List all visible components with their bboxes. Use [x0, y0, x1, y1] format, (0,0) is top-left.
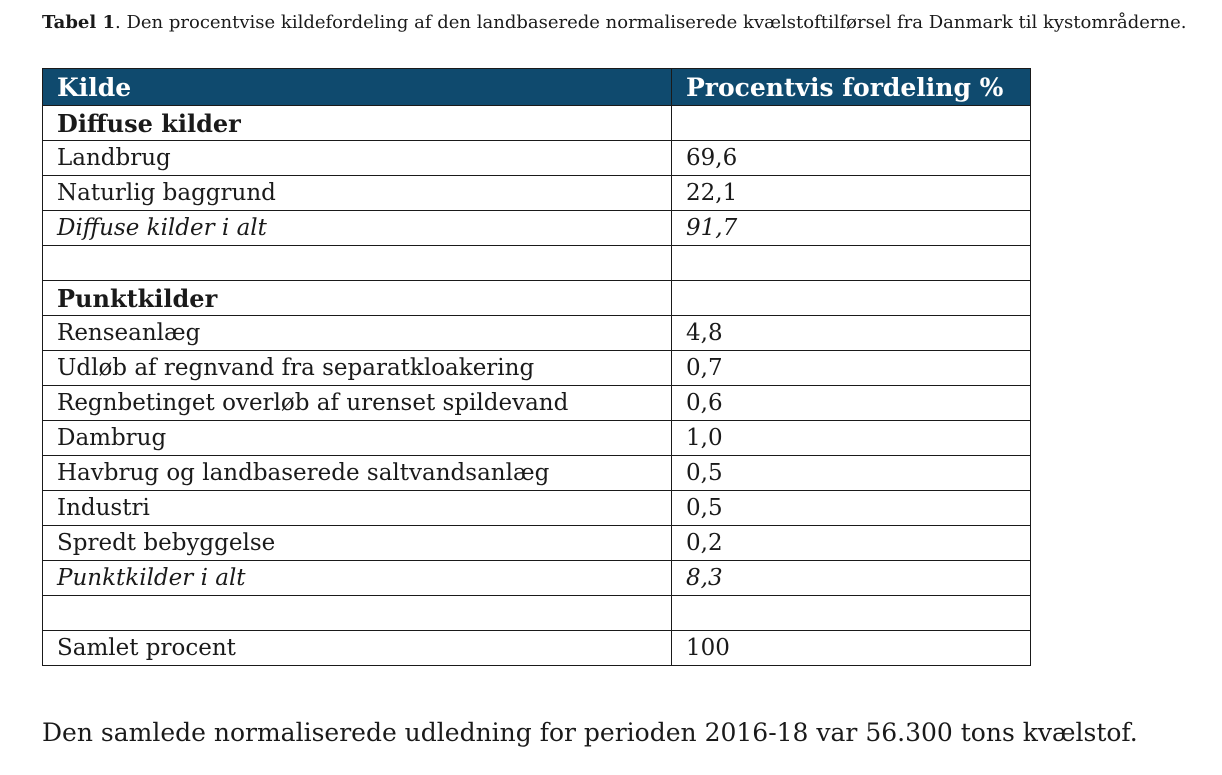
cell-procent: [672, 281, 1031, 316]
cell-kilde: Punktkilder: [43, 281, 672, 316]
cell-procent: 8,3: [672, 561, 1031, 596]
section-header-row: [43, 106, 1031, 141]
cell-kilde: Havbrug og landbaserede saltvandsanlæg: [43, 456, 672, 491]
caption-text: . Den procentvise kildefordeling af den landbaserede normaliserede kvælstoftilførsel fra Danmark til kystområderne.: [115, 12, 1187, 33]
cell-kilde: Udløb af regnvand fra separatkloakering: [43, 351, 672, 386]
cell-procent: [672, 596, 1031, 631]
table-row: [43, 316, 1031, 351]
footer-note: Den samlede normaliserede udledning for perioden 2016-18 var 56.300 tons kvælstof.: [42, 718, 1138, 747]
table-row: [43, 421, 1031, 456]
cell-kilde: Renseanlæg: [43, 316, 672, 351]
cell-procent: 100: [672, 631, 1031, 666]
cell-procent: 0,7: [672, 351, 1031, 386]
spacer-row: [43, 596, 1031, 631]
table-body: [43, 106, 1031, 666]
table-row: [43, 631, 1031, 666]
source-distribution-table: [42, 68, 1031, 666]
cell-procent: 0,6: [672, 386, 1031, 421]
table-row: [43, 386, 1031, 421]
cell-procent: [672, 246, 1031, 281]
subtotal-row: [43, 561, 1031, 596]
cell-procent: 69,6: [672, 141, 1031, 176]
section-header-row: [43, 281, 1031, 316]
cell-kilde: Diffuse kilder: [43, 106, 672, 141]
cell-procent: 91,7: [672, 211, 1031, 246]
cell-procent: 4,8: [672, 316, 1031, 351]
cell-kilde: Spredt bebyggelse: [43, 526, 672, 561]
cell-kilde: [43, 246, 672, 281]
table-row: [43, 491, 1031, 526]
table-caption: [42, 12, 1187, 33]
cell-kilde: [43, 596, 672, 631]
cell-procent: 0,5: [672, 491, 1031, 526]
header-procent: Procentvis fordeling %: [672, 69, 1031, 106]
cell-kilde: Dambrug: [43, 421, 672, 456]
cell-procent: 22,1: [672, 176, 1031, 211]
table-header-row: [43, 69, 1031, 106]
caption-label: Tabel 1: [42, 12, 116, 33]
spacer-row: [43, 246, 1031, 281]
cell-kilde: Regnbetinget overløb af urenset spildevand: [43, 386, 672, 421]
subtotal-row: [43, 211, 1031, 246]
cell-procent: [672, 106, 1031, 141]
table-row: [43, 141, 1031, 176]
cell-kilde: Diffuse kilder i alt: [43, 211, 672, 246]
table-row: [43, 176, 1031, 211]
cell-kilde: Naturlig baggrund: [43, 176, 672, 211]
header-kilde: Kilde: [43, 69, 672, 106]
cell-kilde: Industri: [43, 491, 672, 526]
cell-kilde: Punktkilder i alt: [43, 561, 672, 596]
table-row: [43, 526, 1031, 561]
cell-kilde: Samlet procent: [43, 631, 672, 666]
table-row: [43, 351, 1031, 386]
cell-procent: 0,5: [672, 456, 1031, 491]
cell-kilde: Landbrug: [43, 141, 672, 176]
cell-procent: 1,0: [672, 421, 1031, 456]
cell-procent: 0,2: [672, 526, 1031, 561]
table-row: [43, 456, 1031, 491]
